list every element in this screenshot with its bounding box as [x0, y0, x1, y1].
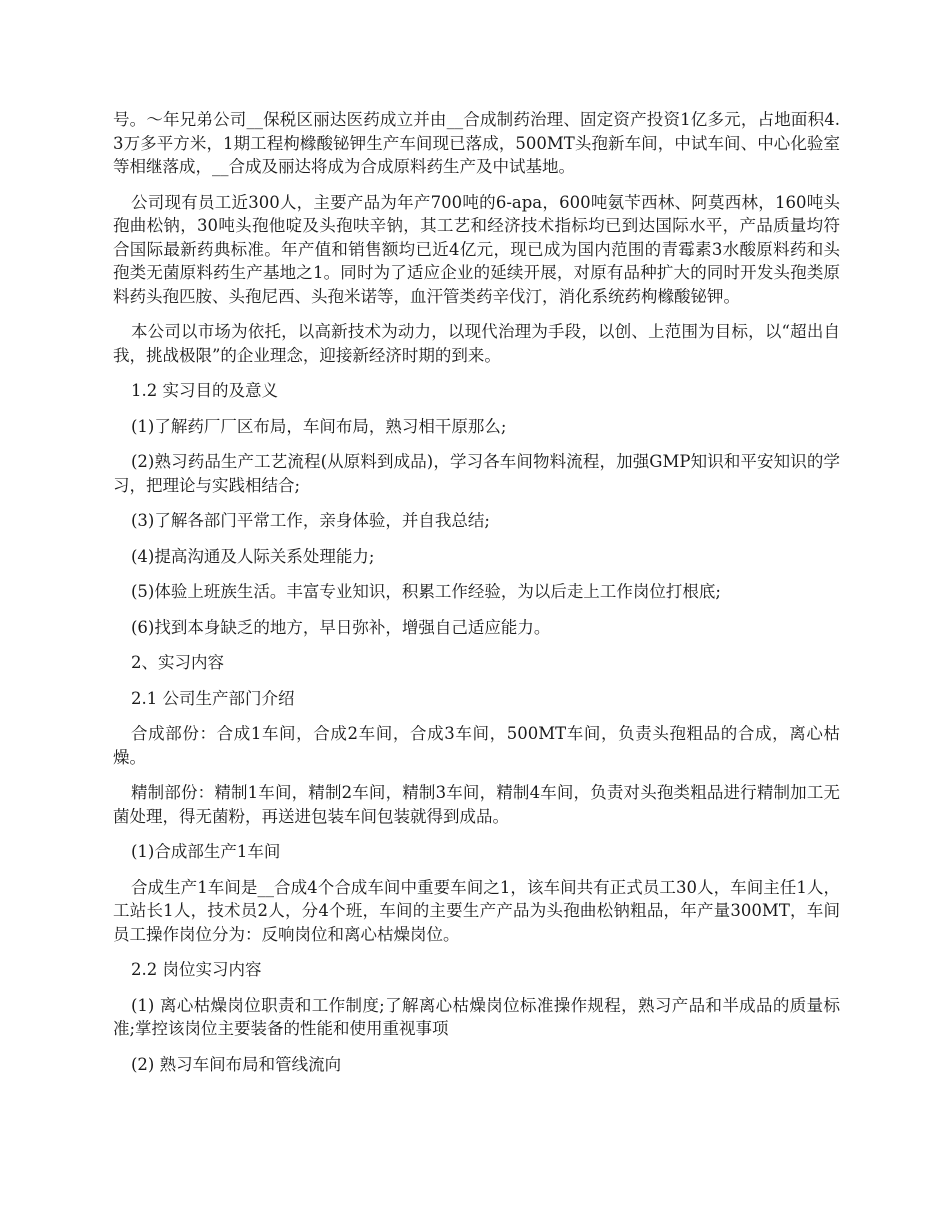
subheading-workshop-1: (1)合成部生产1车间	[131, 842, 281, 861]
list-item-purpose-5: (5)体验上班族生活。丰富专业知识，积累工作经验，为以后走上工作岗位打根底;	[131, 582, 721, 601]
list-item-purpose-2: (2)熟习药品生产工艺流程(从原料到成品)，学习各车间物料流程，加强GMP知识和平安知识的学习，把理论与实践相结合;	[113, 452, 840, 495]
list-item-purpose-1: (1)了解药厂厂区布局，车间布局，熟习相干原那么;	[131, 416, 507, 436]
paragraph-company-intro-continued: 号。～年兄弟公司__保税区丽达医药成立并由__合成制药治理、固定资产投资1亿多元，占地面积4.3万多平方米，1期工程枸橼酸铋钾生产车间现已落成，500MT头孢新车间，中试车间、中心化验室等相继落成，__合成及丽达将成为合成原料药生产及中试基地。	[113, 110, 840, 176]
list-item-purpose-3: (3)了解各部门平常工作，亲身体验，并自我总结;	[131, 511, 490, 530]
list-item-purpose-4: (4)提高沟通及人际关系处理能力;	[131, 546, 375, 566]
section-heading-1-2: 1.2 实习目的及意义	[131, 381, 278, 400]
paragraph-staff-products: 公司现有员工近300人，主要产品为年产700吨的6-apa，600吨氨苄西林、阿莫西林，160吨头孢曲松钠，30吨头孢他啶及头孢呋辛钠，其工艺和经济技术指标均已到达国际水平，产品质量均符合国际最新药典标准。年产值和销售额均已近4亿元，现已成为国内范围的青霉素3水酸原料药和头孢类无菌原料药生产基地之1。同时为了适应企业的延续开展，对原有品种扩大的同时开发头孢类原料药头孢匹胺、头孢尼西、头孢米诺等，血汗管类药辛伐汀，消化系统药枸橼酸铋钾。	[113, 192, 840, 306]
list-item-post-content-2: (2) 熟习车间布局和管线流向	[131, 1054, 342, 1074]
list-item-post-content-1: (1) 离心枯燥岗位职责和工作制度;了解离心枯燥岗位标准操作规程，熟习产品和半成品的质量标准;掌控该岗位主要装备的性能和使用重视事项	[113, 995, 840, 1038]
section-heading-2: 2、实习内容	[131, 653, 224, 672]
paragraph-workshop-1-details: 合成生产1车间是__合成4个合成车间中重要车间之1，该车间共有正式员工30人，车间主任1人，工站长1人，技术员2人，分4个班，车间的主要生产产品为头孢曲松钠粗品，年产量300MT，车间员工操作岗位分为：反响岗位和离心枯燥岗位。	[113, 877, 840, 944]
list-item-purpose-6: (6)找到本身缺乏的地方，早日弥补，增强自己适应能力。	[131, 617, 551, 637]
paragraph-company-philosophy: 本公司以市场为依托，以高新技术为动力，以现代治理为手段，以创、上范围为目标，以“超出自我，挑战极限”的企业理念，迎接新经济时期的到来。	[113, 322, 840, 365]
paragraph-synthesis-department: 合成部份：合成1车间，合成2车间，合成3车间，500MT车间，负责头孢粗品的合成，离心枯燥。	[113, 724, 840, 767]
section-heading-2-2: 2.2 岗位实习内容	[131, 960, 262, 979]
section-heading-2-1: 2.1 公司生产部门介绍	[131, 688, 295, 708]
paragraph-refining-department: 精制部份：精制1车间，精制2车间，精制3车间，精制4车间，负责对头孢类粗品进行精制加工无菌处理，得无菌粉，再送进包装车间包装就得到成品。	[113, 783, 840, 826]
